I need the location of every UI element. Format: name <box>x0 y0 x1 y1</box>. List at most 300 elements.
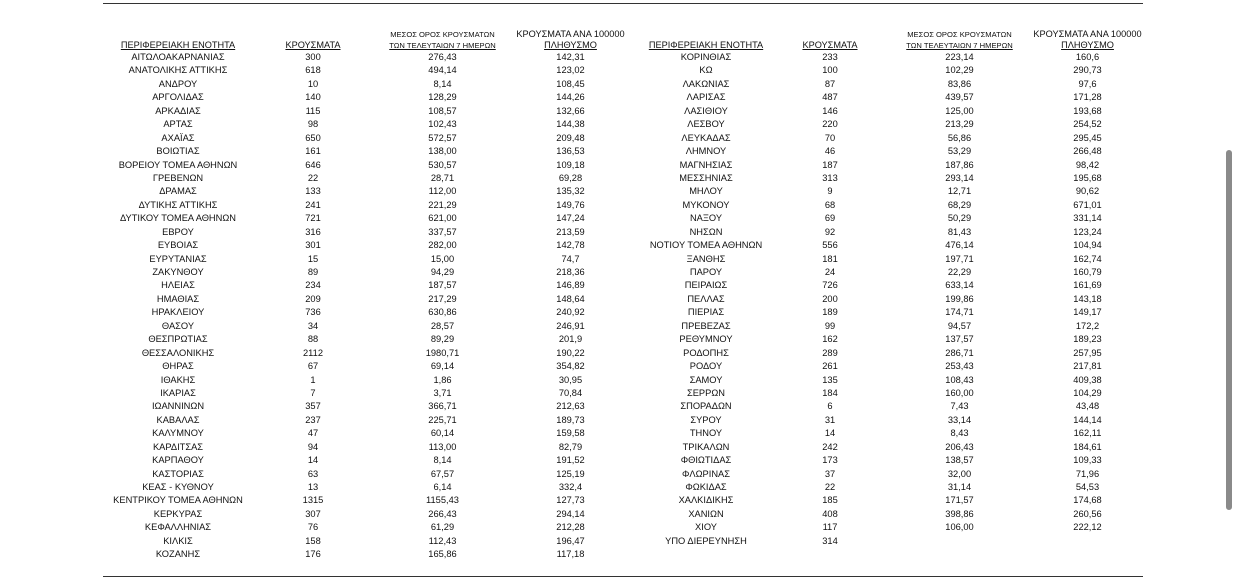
table-row <box>103 64 640 77</box>
table-row <box>640 91 1150 104</box>
cell-region: ΚΑΒΑΛΑΣ <box>156 414 200 425</box>
cell-per-100k: 222,12 <box>1073 522 1102 533</box>
cell-region: ΗΡΑΚΛΕΙΟΥ <box>151 307 205 318</box>
cell-cases: 189 <box>822 307 838 318</box>
right-table <box>640 27 1150 567</box>
table-row <box>103 293 640 306</box>
cell-region: ΝΑΞΟΥ <box>689 213 723 224</box>
cell-cases: 736 <box>305 307 321 318</box>
cell-per-100k: 240,92 <box>556 307 585 318</box>
table-row <box>640 347 1150 360</box>
cell-region: ΗΛΕΙΑΣ <box>161 280 195 291</box>
header-per100k-line1: ΚΡΟΥΣΜΑΤΑ ΑΝΑ 100000 <box>1033 29 1142 39</box>
cell-avg-7day: 286,71 <box>945 347 974 358</box>
cell-avg-7day: 630,86 <box>428 307 457 318</box>
cell-avg-7day: 366,71 <box>428 401 457 412</box>
cell-per-100k: 127,73 <box>556 495 585 506</box>
cell-region: ΤΡΙΚΑΛΩΝ <box>682 441 730 452</box>
cell-per-100k: 162,74 <box>1073 253 1102 264</box>
cell-per-100k: 189,23 <box>1073 334 1102 345</box>
cell-cases: 408 <box>822 508 838 519</box>
table-row <box>640 253 1150 266</box>
cell-per-100k: 409,38 <box>1073 374 1102 385</box>
cell-region: ΑΡΚΑΔΙΑΣ <box>155 105 201 116</box>
top-rule <box>103 3 1143 4</box>
cell-region: ΔΥΤΙΚΗΣ ΑΤΤΙΚΗΣ <box>138 199 218 210</box>
cell-cases: 22 <box>824 482 836 492</box>
cell-per-100k: 69,28 <box>558 172 583 183</box>
cell-avg-7day: 217,29 <box>428 293 457 304</box>
table-row <box>103 306 640 319</box>
table-row <box>103 494 640 507</box>
cell-avg-7day: 160,00 <box>945 387 974 398</box>
cell-avg-7day: 253,43 <box>945 361 974 372</box>
cell-avg-7day: 572,57 <box>428 132 457 143</box>
cell-region: ΑΡΤΑΣ <box>163 119 193 130</box>
cell-avg-7day: 28,71 <box>430 172 455 183</box>
cell-cases: 357 <box>305 401 321 412</box>
table-row <box>103 91 640 104</box>
cell-avg-7day: 69,14 <box>430 361 455 372</box>
cell-cases: 161 <box>305 146 321 157</box>
table-row <box>103 521 640 534</box>
cell-region: ΠΡΕΒΕΖΑΣ <box>681 320 731 331</box>
cell-per-100k: 147,24 <box>556 213 585 224</box>
cell-per-100k: 190,22 <box>556 347 585 358</box>
cell-region: ΛΕΣΒΟΥ <box>687 119 725 130</box>
table-row <box>103 239 640 252</box>
cell-per-100k: 295,45 <box>1073 132 1102 143</box>
cell-avg-7day: 28,57 <box>430 320 455 331</box>
cell-cases: 726 <box>822 280 838 291</box>
header-per100k <box>1025 29 1150 51</box>
cell-region: ΧΑΝΙΩΝ <box>688 508 724 519</box>
cell-cases: 7 <box>310 387 316 398</box>
cell-per-100k: 189,73 <box>556 414 585 425</box>
cell-avg-7day: 83,86 <box>947 78 972 89</box>
cell-cases: 34 <box>307 320 319 331</box>
scrollbar[interactable] <box>1224 150 1234 515</box>
cell-cases: 46 <box>824 146 836 157</box>
cell-cases: 307 <box>305 508 321 519</box>
cell-per-100k: 90,62 <box>1075 186 1100 197</box>
cell-per-100k: 30,95 <box>558 374 583 385</box>
cell-avg-7day: 138,57 <box>945 455 974 466</box>
cell-per-100k: 332,4 <box>558 482 583 492</box>
cell-per-100k: 195,68 <box>1073 172 1102 183</box>
table-row <box>640 132 1150 145</box>
cell-cases: 289 <box>822 347 838 358</box>
cell-per-100k: 149,76 <box>556 199 585 210</box>
cell-region: ΡΟΔΟΥ <box>689 361 723 372</box>
table-row <box>640 172 1150 185</box>
cell-region: ΡΕΘΥΜΝΟΥ <box>679 334 733 345</box>
cell-cases: 313 <box>822 172 838 183</box>
cell-per-100k: 108,45 <box>556 78 585 89</box>
cell-per-100k: 257,95 <box>1073 347 1102 358</box>
cell-cases: 200 <box>822 293 838 304</box>
cell-avg-7day: 81,43 <box>947 226 972 237</box>
cell-cases: 487 <box>822 92 838 103</box>
cell-avg-7day: 68,29 <box>947 199 972 210</box>
table-row <box>103 427 640 440</box>
cell-cases: 115 <box>305 105 321 116</box>
table-row <box>640 521 1150 534</box>
cell-avg-7day: 112,43 <box>428 535 457 546</box>
table-row <box>640 360 1150 373</box>
cell-region: ΕΒΡΟΥ <box>162 226 194 237</box>
cell-region: ΚΕΝΤΡΙΚΟΥ ΤΟΜΕΑ ΑΘΗΝΩΝ <box>113 495 243 506</box>
cell-region: ΑΙΤΩΛΟΑΚΑΡΝΑΝΙΑΣ <box>131 52 225 62</box>
cell-per-100k: 671,01 <box>1073 199 1102 210</box>
cell-avg-7day: 221,29 <box>428 199 457 210</box>
cell-region: ΦΛΩΡΙΝΑΣ <box>681 468 731 479</box>
table-row <box>640 374 1150 387</box>
cell-cases: 209 <box>305 293 321 304</box>
cell-cases: 100 <box>822 65 838 76</box>
cell-cases: 98 <box>307 119 319 130</box>
header-per100k <box>508 29 633 51</box>
cell-per-100k: 218,36 <box>556 267 585 277</box>
cell-region: ΚΑΡΠΑΘΟΥ <box>152 455 204 466</box>
cell-region: ΘΗΡΑΣ <box>162 361 194 372</box>
cell-cases: 37 <box>824 468 836 479</box>
cell-avg-7day: 89,29 <box>430 334 455 345</box>
cell-per-100k: 217,81 <box>1073 361 1102 372</box>
cell-avg-7day: 1155,43 <box>426 495 459 506</box>
cell-cases: 650 <box>305 132 321 143</box>
cell-region: ΚΟΡΙΝΘΙΑΣ <box>680 52 732 62</box>
cell-per-100k: 160,79 <box>1073 267 1102 277</box>
cell-avg-7day: 108,57 <box>428 105 457 116</box>
header-cases: ΚΡΟΥΣΜΑΤΑ <box>802 40 858 50</box>
table-row <box>640 239 1150 252</box>
cell-region: ΒΟΡΕΙΟΥ ΤΟΜΕΑ ΑΘΗΝΩΝ <box>118 159 238 170</box>
table-row <box>103 481 640 494</box>
cell-avg-7day: 102,29 <box>945 65 974 76</box>
cell-region: ΚΑΡΔΙΤΣΑΣ <box>152 441 204 452</box>
cell-avg-7day: 56,86 <box>947 132 972 143</box>
table-row <box>103 185 640 198</box>
table-row <box>640 78 1150 91</box>
cell-avg-7day: 171,57 <box>945 495 974 506</box>
cell-region: ΘΑΣΟΥ <box>161 320 195 331</box>
cell-per-100k: 212,63 <box>556 401 585 412</box>
table-row <box>103 199 640 212</box>
cell-region: ΑΝΑΤΟΛΙΚΗΣ ΑΤΤΙΚΗΣ <box>128 65 228 76</box>
table-row <box>103 468 640 481</box>
cell-region: ΝΟΤΙΟΥ ΤΟΜΕΑ ΑΘΗΝΩΝ <box>649 240 763 251</box>
table-row <box>103 320 640 333</box>
table-row <box>103 535 640 548</box>
cell-avg-7day: 223,14 <box>945 52 974 62</box>
cell-avg-7day: 22,29 <box>947 267 972 277</box>
header-per100k-line1: ΚΡΟΥΣΜΑΤΑ ΑΝΑ 100000 <box>516 29 625 39</box>
table-row <box>103 172 640 185</box>
table-row <box>640 306 1150 319</box>
header-region: ΠΕΡΙΦΕΡΕΙΑΚΗ ΕΝΟΤΗΤΑ <box>648 40 764 50</box>
cell-avg-7day: 1,86 <box>433 374 452 385</box>
cell-region: ΜΑΓΝΗΣΙΑΣ <box>679 159 733 170</box>
cell-cases: 89 <box>307 267 319 277</box>
cell-per-100k: 125,19 <box>556 468 585 479</box>
cell-per-100k: 144,38 <box>556 119 585 130</box>
cell-per-100k: 354,82 <box>556 361 585 372</box>
cell-region: ΣΑΜΟΥ <box>689 374 723 385</box>
cell-cases: 2112 <box>303 347 323 358</box>
cell-region: ΣΕΡΡΩΝ <box>686 387 725 398</box>
cell-cases: 1 <box>310 374 316 385</box>
table-row <box>640 414 1150 427</box>
cell-cases: 117 <box>822 522 838 533</box>
cell-avg-7day: 337,57 <box>428 226 457 237</box>
cell-per-100k: 184,61 <box>1073 441 1102 452</box>
cell-avg-7day: 94,29 <box>430 267 455 277</box>
cell-region: ΣΥΡΟΥ <box>690 414 722 425</box>
cell-avg-7day: 137,57 <box>945 334 974 345</box>
cell-region: ΧΙΟΥ <box>695 522 717 533</box>
cell-region: ΙΘΑΚΗΣ <box>160 374 196 385</box>
cell-region: ΔΡΑΜΑΣ <box>159 186 197 197</box>
cell-per-100k: 117,18 <box>556 549 585 560</box>
table-row <box>640 293 1150 306</box>
cell-cases: 185 <box>822 495 838 506</box>
cell-cases: 69 <box>824 213 836 224</box>
cell-avg-7day: 199,86 <box>945 293 974 304</box>
table-row <box>640 468 1150 481</box>
cell-per-100k: 74,7 <box>561 253 580 264</box>
cell-avg-7day: 106,00 <box>945 522 974 533</box>
cell-region: ΞΑΝΘΗΣ <box>686 253 726 264</box>
cell-avg-7day: 8,14 <box>433 455 452 466</box>
cell-per-100k: 135,32 <box>556 186 585 197</box>
table-row <box>103 347 640 360</box>
cell-per-100k: 82,79 <box>558 441 583 452</box>
table-row <box>103 508 640 521</box>
cell-region: ΚΙΛΚΙΣ <box>163 535 193 546</box>
cell-avg-7day: 53,29 <box>947 146 972 157</box>
header-avg-line1: ΜΕΣΟΣ ΟΡΟΣ ΚΡΟΥΣΜΑΤΩΝ <box>907 30 1012 39</box>
cell-cases: 184 <box>822 387 838 398</box>
cell-cases: 234 <box>305 280 321 291</box>
cell-per-100k: 159,58 <box>556 428 585 439</box>
cell-cases: 14 <box>824 428 836 439</box>
cell-per-100k: 142,31 <box>556 52 585 62</box>
cell-per-100k: 97,6 <box>1078 78 1097 89</box>
cell-avg-7day: 213,29 <box>945 119 974 130</box>
cell-avg-7day: 266,43 <box>428 508 457 519</box>
table-row <box>103 360 640 373</box>
cell-per-100k: 260,56 <box>1073 508 1102 519</box>
cell-cases: 173 <box>822 455 838 466</box>
table-row <box>103 226 640 239</box>
cell-per-100k: 98,42 <box>1075 159 1100 170</box>
table-row <box>103 400 640 413</box>
cell-per-100k: 294,14 <box>556 508 585 519</box>
header-avg <box>370 29 515 51</box>
cell-cases: 146 <box>822 105 838 116</box>
table-row <box>640 387 1150 400</box>
cell-per-100k: 171,28 <box>1073 92 1102 103</box>
table-row <box>103 333 640 346</box>
table-row <box>640 481 1150 494</box>
cell-per-100k: 109,33 <box>1073 455 1102 466</box>
cell-cases: 70 <box>824 132 836 143</box>
cell-cases: 314 <box>822 535 838 546</box>
cell-cases: 6 <box>827 401 833 412</box>
cell-region: ΠΕΛΛΑΣ <box>687 293 725 304</box>
cell-region: ΕΥΒΟΙΑΣ <box>157 240 199 251</box>
cell-avg-7day: 61,29 <box>430 522 455 533</box>
cell-per-100k: 136,53 <box>556 146 585 157</box>
cell-cases: 300 <box>305 52 321 62</box>
right-table-header <box>640 27 1150 51</box>
cell-per-100k: 160,6 <box>1075 52 1100 62</box>
cell-region: ΜΥΚΟΝΟΥ <box>682 199 730 210</box>
cell-per-100k: 172,2 <box>1075 320 1100 331</box>
cell-region: ΛΑΡΙΣΑΣ <box>686 92 726 103</box>
cell-cases: 301 <box>305 240 321 251</box>
cell-cases: 22 <box>307 172 319 183</box>
cell-per-100k: 54,53 <box>1075 482 1100 492</box>
cell-avg-7day: 15,00 <box>430 253 455 264</box>
bottom-rule <box>103 576 1143 577</box>
cell-cases: 237 <box>305 414 321 425</box>
right-table-body <box>640 51 1150 548</box>
cell-avg-7day: 67,57 <box>430 468 455 479</box>
header-per100k-line2: ΠΛΗΘΥΣΜΟ <box>544 40 597 50</box>
table-row <box>640 454 1150 467</box>
cell-avg-7day: 8,14 <box>433 78 452 89</box>
cell-region: ΝΗΣΩΝ <box>689 226 723 237</box>
cell-region: ΙΚΑΡΙΑΣ <box>160 387 196 398</box>
cell-per-100k: 212,28 <box>556 522 585 533</box>
cell-avg-7day: 197,71 <box>945 253 974 264</box>
cell-region: ΚΑΛΥΜΝΟΥ <box>152 428 204 439</box>
cell-region: ΓΡΕΒΕΝΩΝ <box>152 172 204 183</box>
table-row <box>640 51 1150 64</box>
cell-avg-7day: 530,57 <box>428 159 457 170</box>
table-row <box>640 226 1150 239</box>
cell-avg-7day: 206,43 <box>945 441 974 452</box>
cell-region: ΕΥΡΥΤΑΝΙΑΣ <box>149 253 207 264</box>
table-row <box>103 548 640 561</box>
cell-cases: 14 <box>307 455 319 466</box>
cell-cases: 76 <box>307 522 319 533</box>
table-row <box>103 159 640 172</box>
cell-avg-7day: 7,43 <box>950 401 969 412</box>
cell-region: ΚΕΦΑΛΛΗΝΙΑΣ <box>144 522 212 533</box>
cell-per-100k: 123,24 <box>1073 226 1102 237</box>
cell-region: ΑΝΔΡΟΥ <box>158 78 198 89</box>
cell-cases: 158 <box>305 535 321 546</box>
cell-region: ΚΕΡΚΥΡΑΣ <box>153 508 203 519</box>
cell-avg-7day: 633,14 <box>945 280 974 291</box>
cell-avg-7day: 113,00 <box>428 441 457 452</box>
cell-region: ΜΗΛΟΥ <box>689 186 723 197</box>
cell-avg-7day: 112,00 <box>428 186 457 197</box>
table-row <box>640 400 1150 413</box>
cell-per-100k: 104,29 <box>1073 387 1102 398</box>
cell-avg-7day: 125,00 <box>945 105 974 116</box>
cell-region: ΘΕΣΣΑΛΟΝΙΚΗΣ <box>141 347 215 358</box>
cell-per-100k: 146,89 <box>556 280 585 291</box>
left-table <box>103 27 640 567</box>
table-row <box>640 64 1150 77</box>
header-region: ΠΕΡΙΦΕΡΕΙΑΚΗ ΕΝΟΤΗΤΑ <box>120 40 236 50</box>
scrollbar-thumb[interactable] <box>1226 150 1232 510</box>
cell-per-100k: 43,48 <box>1075 401 1100 412</box>
cell-per-100k: 144,26 <box>556 92 585 103</box>
cell-region: ΗΜΑΘΙΑΣ <box>156 293 200 304</box>
table-row <box>103 279 640 292</box>
cell-cases: 140 <box>305 92 321 103</box>
cell-per-100k: 331,14 <box>1073 213 1102 224</box>
cell-avg-7day: 138,00 <box>428 146 457 157</box>
cell-per-100k: 70,84 <box>558 387 583 398</box>
table-row <box>640 494 1150 507</box>
cell-avg-7day: 398,86 <box>945 508 974 519</box>
table-row <box>640 441 1150 454</box>
cell-region: ΦΘΙΩΤΙΔΑΣ <box>680 455 732 466</box>
cell-avg-7day: 102,43 <box>428 119 457 130</box>
cell-per-100k: 144,14 <box>1073 414 1102 425</box>
cell-avg-7day: 1980,71 <box>425 347 460 358</box>
cell-cases: 67 <box>307 361 319 372</box>
table-row <box>640 279 1150 292</box>
table-row <box>640 145 1150 158</box>
header-cases: ΚΡΟΥΣΜΑΤΑ <box>285 40 341 50</box>
table-row <box>103 253 640 266</box>
cell-region: ΧΑΛΚΙΔΙΚΗΣ <box>678 495 734 506</box>
cell-cases: 261 <box>822 361 838 372</box>
cell-region: ΛΕΥΚΑΔΑΣ <box>681 132 731 143</box>
cell-cases: 556 <box>822 240 838 251</box>
cell-per-100k: 290,73 <box>1073 65 1102 76</box>
cell-region: ΥΠΟ ΔΙΕΡΕΥΝΗΣΗ <box>665 535 747 546</box>
table-row <box>103 118 640 131</box>
cell-avg-7day: 50,29 <box>947 213 972 224</box>
cell-cases: 187 <box>822 159 838 170</box>
cell-cases: 176 <box>305 549 321 560</box>
cell-cases: 241 <box>305 199 321 210</box>
table-row <box>640 199 1150 212</box>
cell-avg-7day: 32,00 <box>947 468 972 479</box>
cell-per-100k: 161,69 <box>1073 280 1102 291</box>
cell-region: ΤΗΝΟΥ <box>689 428 723 439</box>
cell-region: ΖΑΚΥΝΘΟΥ <box>152 267 204 277</box>
cell-per-100k: 209,48 <box>556 132 585 143</box>
table-row <box>640 333 1150 346</box>
table-row <box>103 414 640 427</box>
cell-region: ΛΑΣΙΘΙΟΥ <box>684 105 728 116</box>
cell-region: ΚΟΖΑΝΗΣ <box>155 549 201 560</box>
cell-per-100k: 254,52 <box>1073 119 1102 130</box>
cell-avg-7day: 60,14 <box>430 428 455 439</box>
header-avg <box>887 29 1032 51</box>
cell-avg-7day: 494,14 <box>428 65 457 76</box>
cell-avg-7day: 31,14 <box>947 482 972 492</box>
cell-avg-7day: 476,14 <box>945 240 974 251</box>
cell-per-100k: 246,91 <box>556 320 585 331</box>
table-row <box>640 266 1150 279</box>
header-avg-line2: ΤΩΝ ΤΕΛΕΥΤΑΙΩΝ 7 ΗΜΕΡΩΝ <box>389 41 496 50</box>
cell-per-100k: 191,52 <box>556 455 585 466</box>
table-row <box>103 132 640 145</box>
cell-per-100k: 142,78 <box>556 240 585 251</box>
table-row <box>103 212 640 225</box>
cell-region: ΙΩΑΝΝΙΝΩΝ <box>151 401 205 412</box>
